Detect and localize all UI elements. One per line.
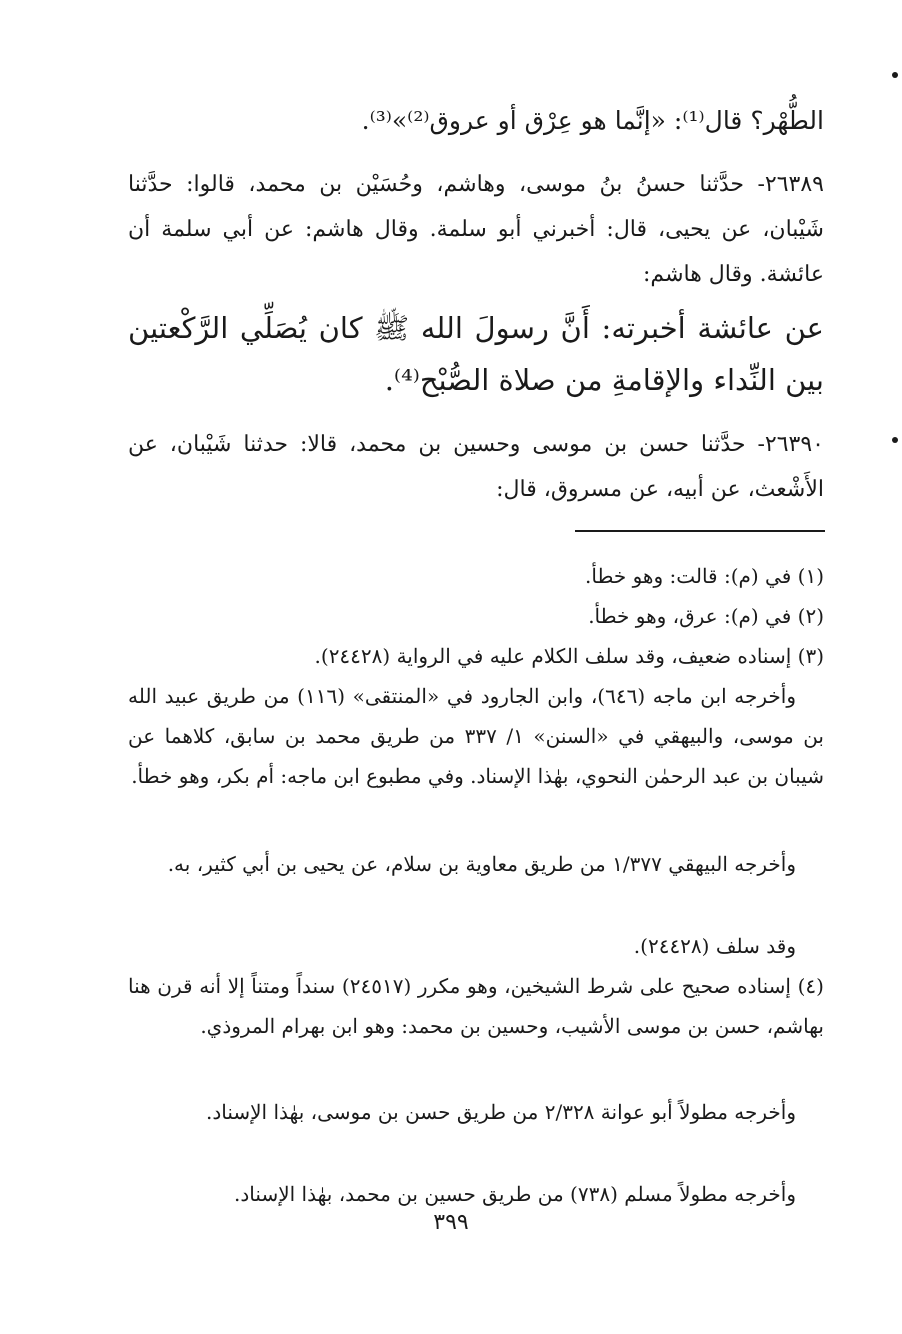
- footnote-2: (٢) في (م): عرق، وهو خطأ.: [588, 604, 824, 628]
- paragraph-continuation: الطُّهْر؟ قال⁽¹⁾: «إنَّما هو عِرْق أو عروق⁽²⁾»⁽³⁾.: [361, 106, 824, 135]
- hadith-26389-matn: عن عائشة أخبرته: أَنَّ رسولَ الله ﷺ كان يُصَلِّي الرَّكْعتين بين النِّداء والإقامةِ من صلاة الصُّبْح⁽⁴⁾.: [128, 311, 824, 397]
- footnote-3-continuation: وأخرجه ابن ماجه (٦٤٦)، وابن الجارود في «المنتقى» (١١٦) من طريق عبيد الله بن موسى، والبيهقي في «السنن» ١/ ٣٣٧ من طريق محمد بن سابق، كلاهما عن شيبان بن عبد الرحمٰن النحوي، بهٰذا الإسناد. وفي مطبوع ابن ماجه: أم بكر، وهو خطأ.: [128, 684, 824, 788]
- hadith-26389-isnad: ٢٦٣٨٩- حدَّثنا حسنُ بنُ موسى، وهاشم، وحُسَيْن بن محمد، قالوا: حدَّثنا شَيْبان، عن يحيى، قال: أخبرني أبو سلمة. وقال هاشم: عن أبي سلمة أن عائشة. وقال هاشم:: [128, 172, 824, 287]
- footnote-4-continuation: وأخرجه مطولاً مسلم (٧٣٨) من طريق حسين بن محمد، بهٰذا الإسناد.: [234, 1182, 796, 1206]
- margin-marker: [892, 72, 898, 78]
- margin-marker: [892, 437, 898, 443]
- footnote-4-continuation: وأخرجه مطولاً أبو عوانة ٢/٣٢٨ من طريق حسن بن موسى، بهٰذا الإسناد.: [205, 1100, 796, 1124]
- footnote-3-continuation: وقد سلف (٢٤٤٢٨).: [633, 934, 796, 958]
- footnote-separator: [575, 530, 825, 532]
- footnote-1: (١) في (م): قالت: وهو خطأ.: [585, 564, 824, 588]
- page-number: ٣٩٩: [433, 1210, 469, 1235]
- footnote-4: (٤) إسناده صحيح على شرط الشيخين، وهو مكرر (٢٤٥١٧) سنداً ومتناً إلا أنه قرن هنا بهاشم، حسن بن موسى الأشيب، وحسين بن محمد: وهو ابن بهرام المروذي.: [128, 974, 824, 1038]
- hadith-26390-isnad: ٢٦٣٩٠- حدَّثنا حسن بن موسى وحسين بن محمد، قالا: حدثنا شَيْبان، عن الأَشْعث، عن أبيه، عن مسروق، قال:: [128, 432, 824, 502]
- footnote-3-continuation: وأخرجه البيهقي ١/٣٧٧ من طريق معاوية بن سلام، عن يحيى بن أبي كثير، به.: [167, 852, 796, 876]
- footnote-3: (٣) إسناده ضعيف، وقد سلف الكلام عليه في الرواية (٢٤٤٢٨).: [314, 644, 824, 668]
